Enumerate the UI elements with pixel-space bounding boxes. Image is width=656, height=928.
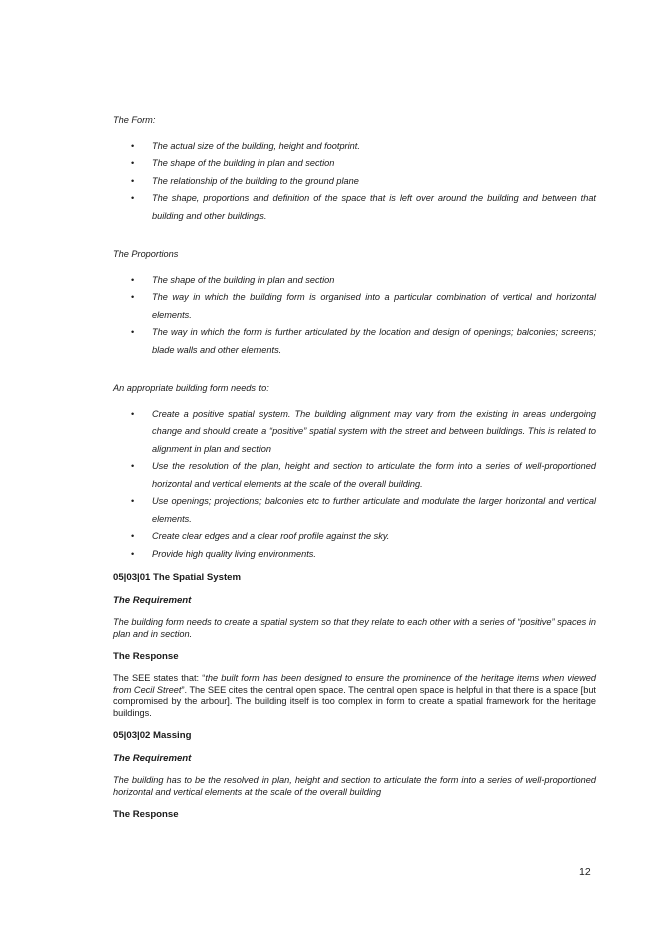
list-item: • The relationship of the building to the ground plane: [152, 173, 596, 191]
response-quote: the built form has been designed to ensure the prominence of the heritage items when viewed from Cecil Street: [113, 673, 597, 695]
requirement-heading: The Requirement: [113, 595, 192, 606]
list-item: • Use the resolution of the plan, height and section to articulate the form into a series of well-proportioned horizontal and vertical elements at the scale of the overall building.: [152, 458, 596, 493]
proportions-list: [113, 272, 596, 360]
list-item: • Use openings; projections; balconies etc to further articulate and modulate the larger horizontal and vertical elements.: [152, 493, 596, 528]
response-text-intro: The SEE states that: “: [113, 673, 206, 683]
appropriate-list: [113, 406, 596, 564]
proportions-heading: The Proportions: [113, 249, 179, 259]
list-item: • The shape of the building in plan and section: [152, 272, 596, 290]
page-number: 12: [579, 866, 591, 878]
section-heading-massing: 05|03|02 Massing: [113, 730, 192, 741]
list-item: • Create a positive spatial system. The building alignment may vary from the existing in areas undergoing change and should create a “positive” spatial system with the street and between buildings. This is related to alignment in plan and section: [152, 406, 596, 459]
requirement-text: The building form needs to create a spatial system so that they relate to each other with a series of “positive” spaces in plan and in section.: [113, 617, 596, 639]
form-heading: The Form:: [113, 115, 156, 125]
list-item: • The way in which the building form is organised into a particular combination of vertical and horizontal elements.: [152, 289, 596, 324]
response-text: [113, 673, 596, 719]
requirement-heading: The Requirement: [113, 753, 192, 764]
response-heading: The Response: [113, 651, 179, 662]
list-item: • The actual size of the building, height and footprint.: [152, 138, 596, 156]
form-list: [113, 138, 596, 226]
response-heading: The Response: [113, 809, 179, 820]
section-heading-spatial-system: 05|03|01 The Spatial System: [113, 572, 242, 583]
requirement-text: The building has to be the resolved in plan, height and section to articulate the form into a series of well-proportioned horizontal and vertical elements at the scale of the overall building: [113, 775, 596, 797]
list-item: • Create clear edges and a clear roof profile against the sky.: [152, 528, 596, 546]
document-body: [113, 112, 596, 821]
list-item: • The way in which the form is further articulated by the location and design of openings; balconies; screens; blade walls and other elements.: [152, 324, 596, 359]
list-item: • Provide high quality living environments.: [152, 546, 596, 564]
response-text-body: ”. The SEE cites the central open space. The central open space is helpful in that there is a space [but compromised by the arbour]. The building itself is too complex in form to create a spatial framework for the heritage buildings.: [113, 684, 596, 718]
list-item: • The shape, proportions and definition of the space that is left over around the building and between that building and other buildings.: [152, 190, 596, 225]
appropriate-heading: An appropriate building form needs to:: [113, 383, 269, 393]
list-item: • The shape of the building in plan and section: [152, 155, 596, 173]
